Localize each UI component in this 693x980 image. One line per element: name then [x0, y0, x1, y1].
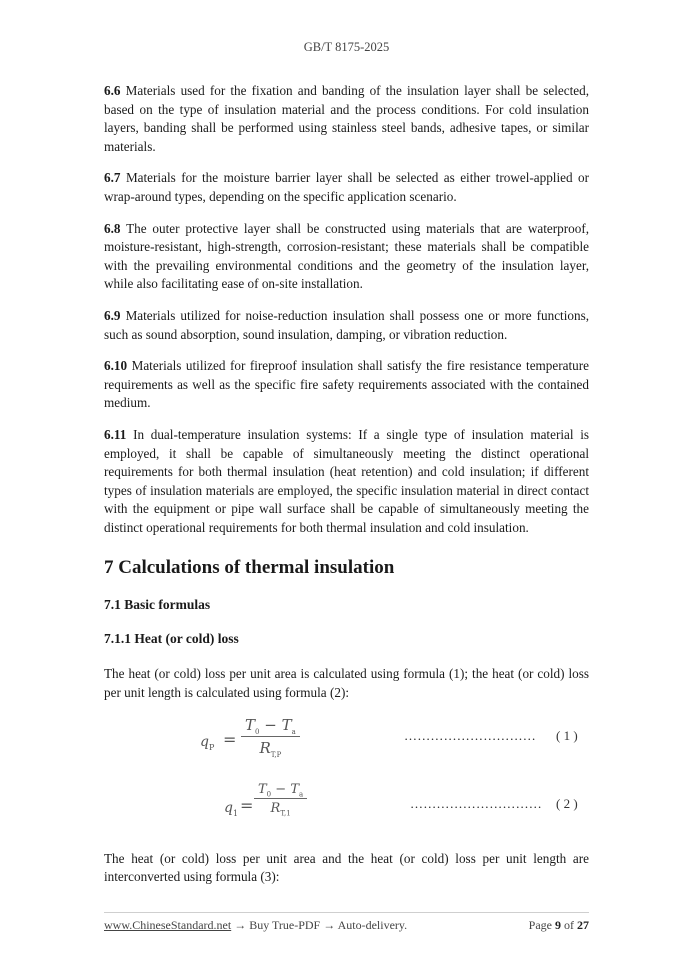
clause-text: Materials utilized for fireproof insulation shall satisfy the fire resistance temperature requirements as well as the specific fire safety requirements associated with the contained medium.: [104, 358, 589, 411]
equation-number: ( 2 ): [556, 795, 578, 811]
clause-6-10: [104, 357, 589, 413]
arrow-right-icon: →: [323, 918, 336, 932]
clause-6-9: [104, 307, 589, 344]
formula-intro: The heat (or cold) loss per unit area is calculated using formula (1); the heat (or cold) loss per unit length is calculated using formula (2):: [104, 666, 589, 701]
clause-number: 6.7: [104, 170, 121, 186]
den-subscript: T,P: [270, 750, 282, 759]
clause-number: 6.10: [104, 358, 128, 374]
arrow-right-icon: →: [234, 918, 247, 932]
num-term-a: T: [258, 781, 267, 797]
num-term-a: T: [245, 715, 256, 734]
clause-text: Materials used for the fixation and banding of the insulation layer shall be selected, based on the type of insulation material and the process conditions. For cold insulation layers, banding shall be performed using stainless steel bands, adhesive tapes, or similar materials.: [104, 83, 590, 154]
footer-promo: [104, 918, 407, 933]
page-content: [104, 82, 589, 900]
page-number: 9: [555, 918, 561, 932]
formula-lhs: [200, 734, 214, 752]
leader-dots: …………………………: [404, 727, 536, 743]
subsubsection-heading: 7.1.1 Heat (or cold) loss: [104, 631, 239, 647]
formula-2: [104, 782, 589, 832]
minus-sign: −: [275, 781, 287, 797]
document-header: [0, 40, 693, 55]
clause-text: Materials for the moisture barrier layer shall be selected as either trowel-applied or wrap-around types, depending on the specific application scenario.: [104, 170, 590, 204]
equation-number: ( 1 ): [556, 727, 578, 743]
clause-text: Materials utilized for noise-reduction insulation shall possess one or more functions, such as sound absorption, sound insulation, damping, or vibration reduction.: [104, 307, 590, 342]
clause-6-8: [104, 220, 589, 294]
leader-dots: …………………………: [410, 795, 542, 811]
numerator: [254, 782, 307, 799]
formula-lhs: [224, 800, 238, 818]
clause-number: 6.6: [104, 83, 121, 98]
page-total: 27: [577, 918, 589, 932]
denominator: [241, 736, 300, 759]
num-term-b: T: [281, 715, 292, 734]
clause-text: In dual-temperature insulation systems: If a single type of insulation material is employed, it shall be capable of simultaneously meeting the distinct operational requirements for both thermal insulation (heat retention) and cold insulation; if different types of insulation materials are employed, the specific insulation material in direct contact with the equipment or pipe wall surface shall be capable of simultaneously meeting the distinct operational requirements for both thermal insulation and cold insulation.: [104, 426, 590, 535]
equals-sign: =: [240, 795, 254, 815]
subsection-heading: 7.1 Basic formulas: [104, 597, 211, 613]
clause-number: 6.8: [104, 220, 121, 236]
site-link[interactable]: www.ChineseStandard.net: [104, 918, 232, 932]
num-term-b: T: [290, 781, 299, 797]
lhs-subscript: P: [208, 742, 215, 752]
num-term-b-sub: a: [299, 790, 304, 799]
clause-number: 6.9: [104, 307, 121, 323]
formula-followup: The heat (or cold) loss per unit area and the heat (or cold) loss per unit length are interconverted using formula (3):: [104, 850, 589, 885]
lhs-symbol: q: [200, 733, 209, 750]
num-term-b-sub: a: [291, 727, 296, 736]
den-symbol: R: [259, 738, 271, 757]
num-term-a-sub: 0: [255, 727, 260, 736]
lhs-subscript: 1: [232, 808, 239, 818]
formula-fraction: [254, 782, 307, 818]
clause-6-6: [104, 82, 589, 156]
numerator: [241, 716, 300, 736]
lhs-symbol: q: [224, 799, 233, 816]
standard-number: GB/T 8175-2025: [303, 40, 390, 54]
minus-sign: −: [264, 715, 277, 734]
den-subscript: T,1: [280, 809, 291, 818]
clause-number: 6.11: [104, 426, 127, 442]
equals-sign: =: [223, 729, 237, 749]
clause-text: The outer protective layer shall be constructed using materials that are waterproof, moisture-resistant, high-strength, corrosion-resistant; these materials shall be compatible with the prevailing environmental conditions and the geometry of the insulation layer, while also facilitating ease of on-site installation.: [104, 220, 590, 292]
section-heading: 7 Calculations of thermal insulation: [104, 557, 395, 579]
clause-6-11: [104, 426, 589, 538]
page-indicator: [529, 918, 589, 933]
clause-6-7: [104, 169, 589, 206]
buy-link: Buy True-PDF: [249, 918, 321, 932]
formula-1: [104, 716, 589, 766]
den-symbol: R: [270, 801, 281, 817]
num-term-a-sub: 0: [266, 790, 272, 799]
delivery-text: Auto-delivery.: [337, 918, 408, 932]
footer-divider: [104, 912, 589, 913]
of-label: of: [564, 918, 574, 932]
page-label: Page: [528, 918, 552, 932]
formula-fraction: [241, 716, 300, 759]
denominator: [254, 798, 307, 818]
